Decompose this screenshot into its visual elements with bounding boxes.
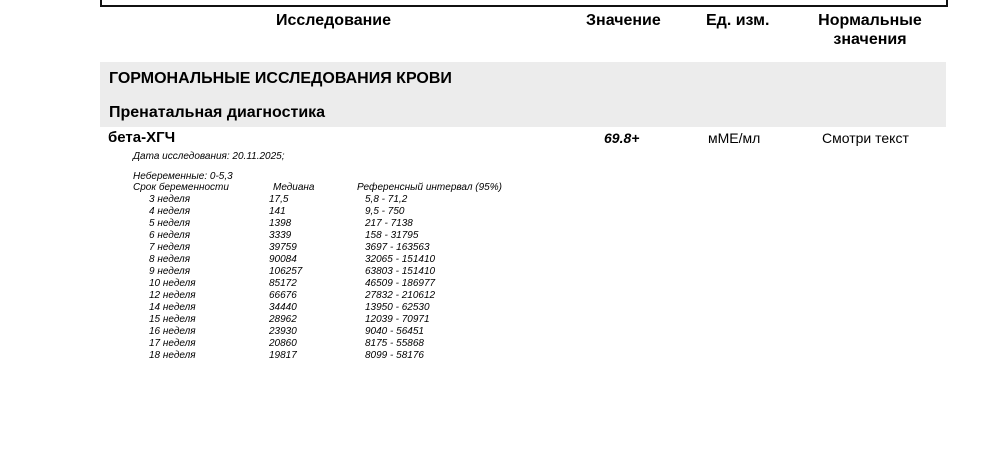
subsection-band <box>100 93 946 127</box>
frame-border-bottom <box>100 5 948 7</box>
reference-median: 20860 <box>269 338 297 349</box>
reference-interval: 27832 - 210612 <box>365 290 436 301</box>
column-header-value: Значение <box>586 12 661 29</box>
reference-term: 15 неделя <box>149 314 196 325</box>
reference-term: 3 неделя <box>149 194 191 205</box>
column-header-norm-line2: значения <box>833 31 907 48</box>
test-value: 69.8+ <box>604 130 640 146</box>
reference-interval: 5,8 - 71,2 <box>365 194 408 205</box>
section-title: ГОРМОНАЛЬНЫЕ ИССЛЕДОВАНИЯ КРОВИ <box>109 70 452 87</box>
nonpregnant-note: Небеременные: 0-5,3 <box>133 171 233 182</box>
reference-header-interval: Референсный интервал (95%) <box>357 182 502 193</box>
reference-median: 39759 <box>269 242 297 253</box>
reference-median: 34440 <box>269 302 297 313</box>
reference-interval: 8175 - 55868 <box>365 338 424 349</box>
test-norm: Смотри текст <box>822 130 909 146</box>
reference-term: 10 неделя <box>149 278 196 289</box>
reference-median: 141 <box>269 206 286 217</box>
column-header-norm-line1: Нормальные <box>818 12 922 29</box>
test-name: бета-ХГЧ <box>108 129 176 146</box>
reference-header-term: Срок беременности <box>133 182 229 193</box>
reference-median: 66676 <box>269 290 297 301</box>
test-unit: мМЕ/мл <box>708 130 761 146</box>
reference-term: 6 неделя <box>149 230 191 241</box>
reference-median: 19817 <box>269 350 297 361</box>
test-date-note: Дата исследования: 20.11.2025; <box>133 151 285 162</box>
reference-term: 9 неделя <box>149 266 191 277</box>
reference-median: 23930 <box>269 326 297 337</box>
reference-term: 12 неделя <box>149 290 196 301</box>
reference-interval: 9040 - 56451 <box>365 326 424 337</box>
reference-term: 14 неделя <box>149 302 196 313</box>
reference-interval: 32065 - 151410 <box>365 254 436 265</box>
reference-term: 17 неделя <box>149 338 196 349</box>
reference-interval: 3697 - 163563 <box>365 242 430 253</box>
reference-term: 5 неделя <box>149 218 191 229</box>
reference-interval: 9,5 - 750 <box>365 206 405 217</box>
reference-interval: 46509 - 186977 <box>365 278 436 289</box>
reference-term: 4 неделя <box>149 206 191 217</box>
reference-interval: 217 - 7138 <box>365 218 413 229</box>
reference-term: 8 неделя <box>149 254 191 265</box>
reference-interval: 8099 - 58176 <box>365 350 424 361</box>
column-header-unit: Ед. изм. <box>706 12 770 29</box>
reference-median: 90084 <box>269 254 297 265</box>
reference-interval: 158 - 31795 <box>365 230 419 241</box>
reference-term: 7 неделя <box>149 242 191 253</box>
reference-term: 16 неделя <box>149 326 196 337</box>
reference-header-median: Медиана <box>273 182 315 193</box>
reference-interval: 13950 - 62530 <box>365 302 430 313</box>
section-band <box>100 62 946 93</box>
reference-median: 17,5 <box>269 194 289 205</box>
subsection-title: Пренатальная диагностика <box>109 104 326 121</box>
column-header-test: Исследование <box>276 12 391 29</box>
reference-median: 1398 <box>269 218 292 229</box>
reference-interval: 12039 - 70971 <box>365 314 430 325</box>
reference-median: 3339 <box>269 230 292 241</box>
reference-median: 85172 <box>269 278 297 289</box>
column-header-norm <box>800 11 940 49</box>
reference-term: 18 неделя <box>149 350 196 361</box>
reference-median: 28962 <box>269 314 297 325</box>
reference-interval: 63803 - 151410 <box>365 266 436 277</box>
reference-median: 106257 <box>269 266 303 277</box>
